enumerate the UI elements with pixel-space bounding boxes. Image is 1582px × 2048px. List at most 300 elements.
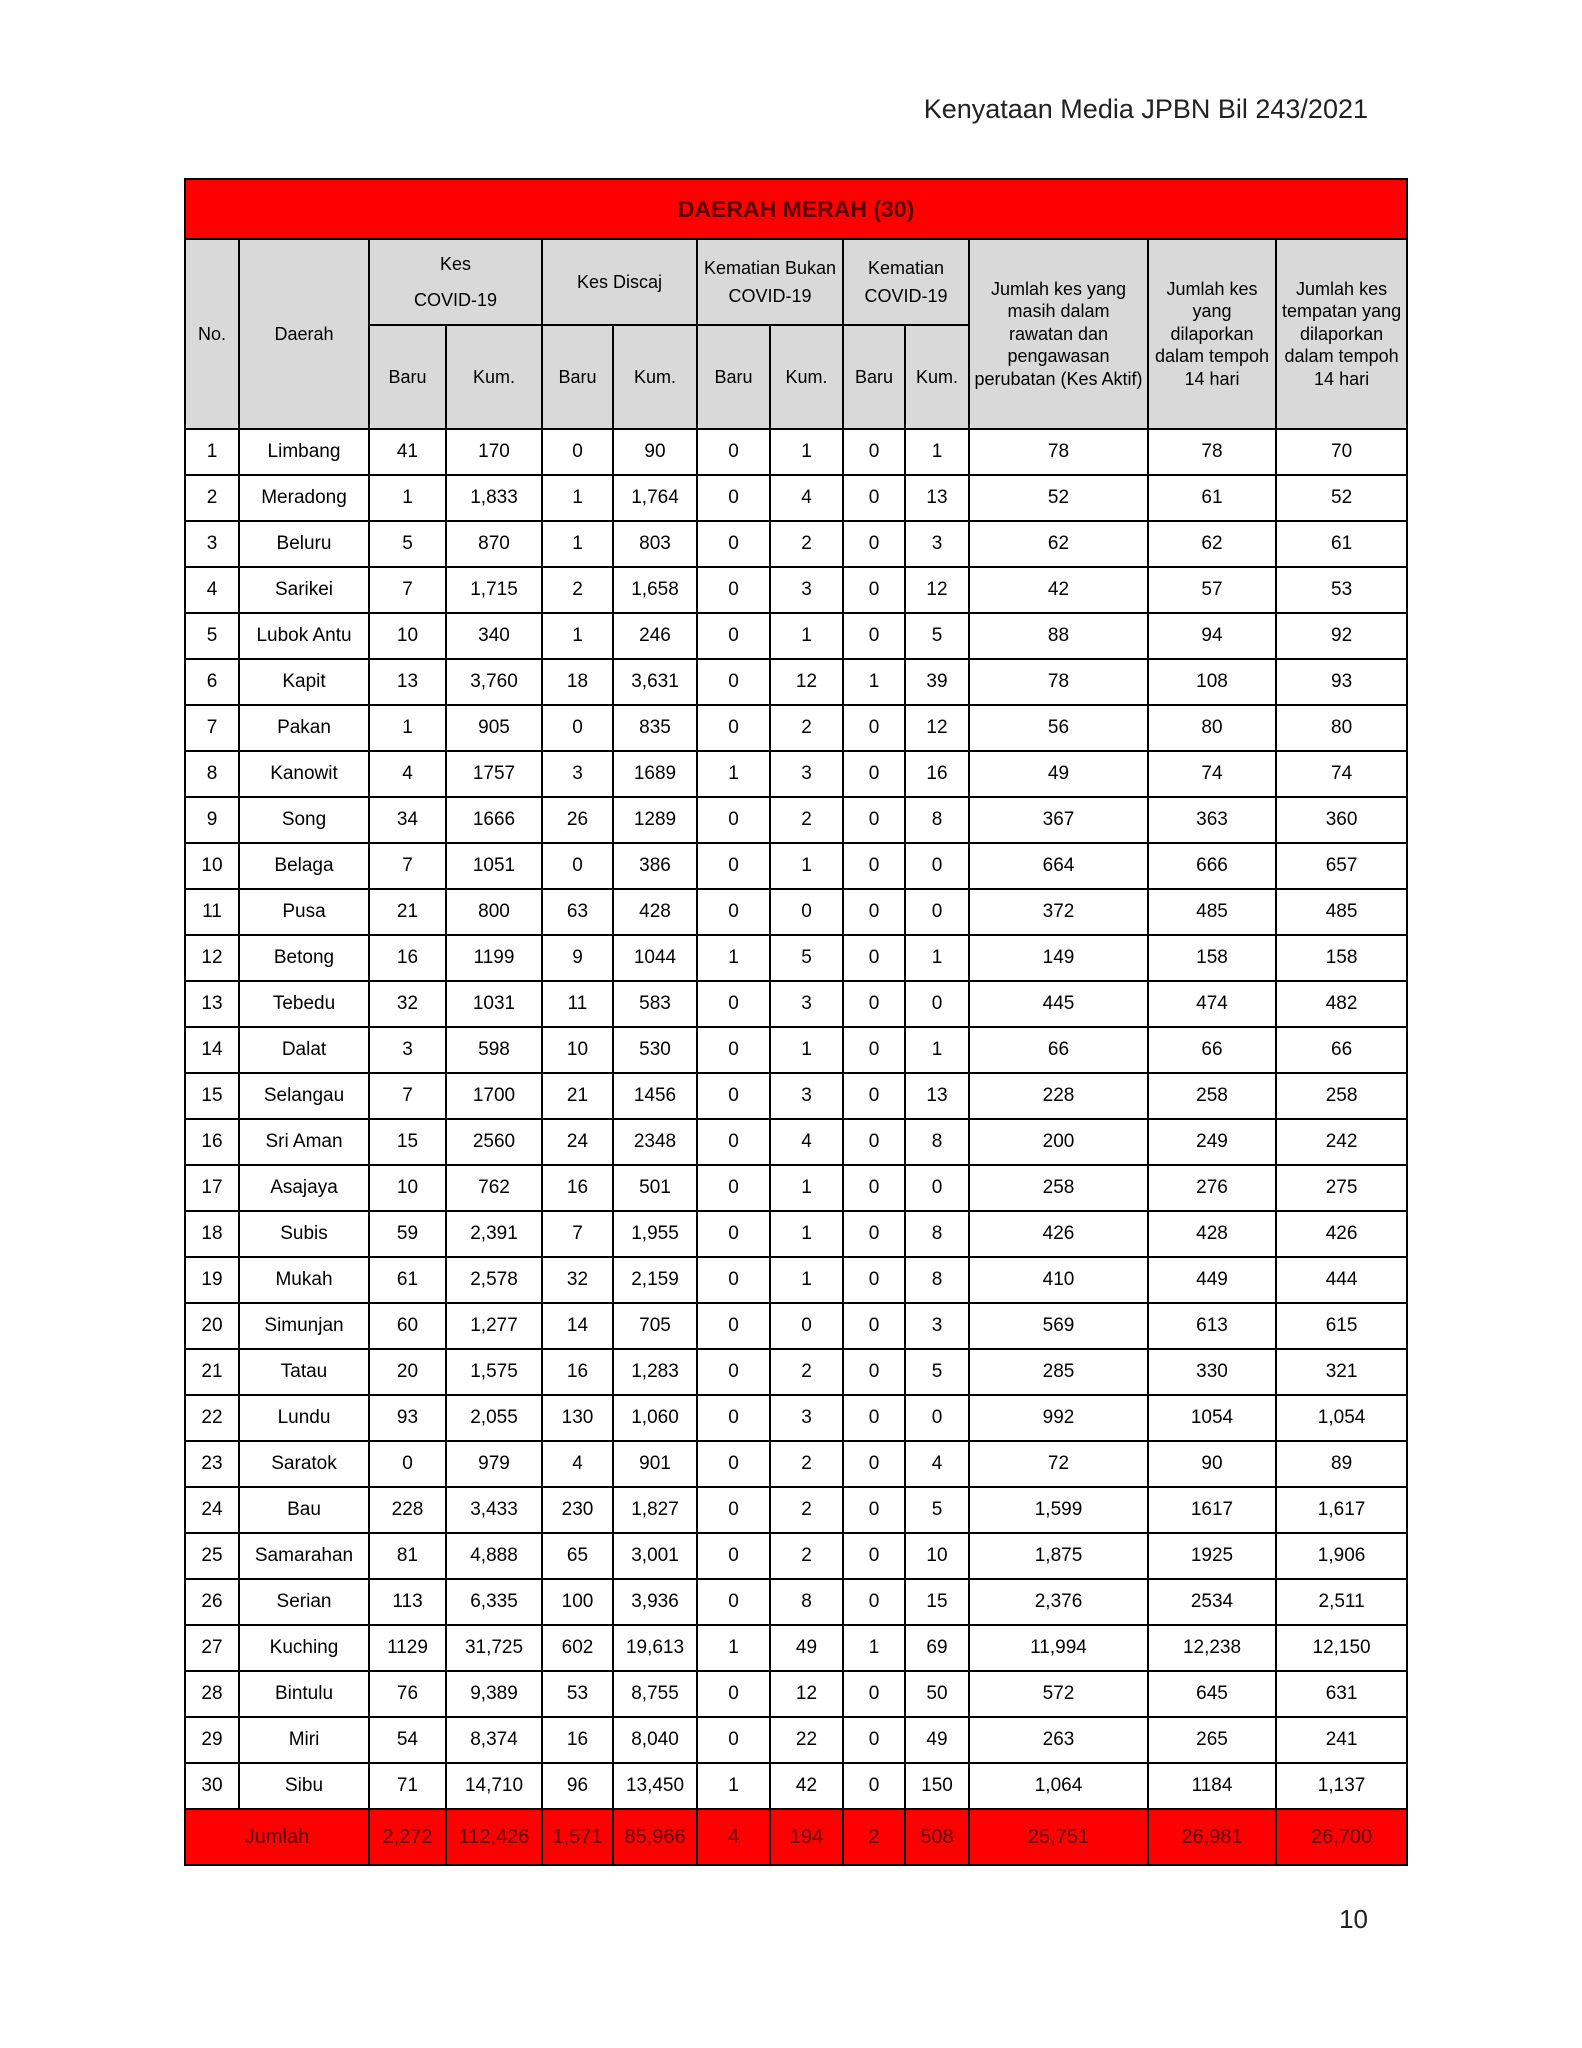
value-cell: 78: [969, 659, 1148, 705]
table-title: DAERAH MERAH (30): [185, 179, 1407, 239]
total-cell: 508: [905, 1809, 969, 1865]
col-header-kes-aktif: Jumlah kes yang masih dalam rawatan dan pengawasan perubatan (Kes Aktif): [969, 239, 1148, 429]
value-cell: 158: [1148, 935, 1276, 981]
kematian-line1: Kematian: [867, 257, 945, 278]
table-row: [185, 1303, 1407, 1349]
value-cell: 386: [613, 843, 697, 889]
value-cell: 870: [446, 521, 542, 567]
value-cell: 59: [369, 1211, 446, 1257]
table-row: [185, 475, 1407, 521]
value-cell: 16: [542, 1717, 613, 1763]
value-cell: 3,433: [446, 1487, 542, 1533]
daerah-cell: Belaga: [239, 843, 369, 889]
value-cell: 1,060: [613, 1395, 697, 1441]
page-number: 10: [1339, 1904, 1368, 1934]
value-cell: 71: [369, 1763, 446, 1809]
value-cell: 1,906: [1276, 1533, 1407, 1579]
value-cell: 0: [697, 429, 770, 475]
value-cell: 0: [697, 1441, 770, 1487]
value-cell: 53: [1276, 567, 1407, 613]
table-row: [185, 1625, 1407, 1671]
value-cell: 246: [613, 613, 697, 659]
red-zone-table: [184, 178, 1408, 1866]
subheader-kum: Kum.: [446, 325, 542, 429]
value-cell: 0: [843, 1257, 905, 1303]
total-cell: 2,272: [369, 1809, 446, 1865]
value-cell: 2348: [613, 1119, 697, 1165]
value-cell: 0: [697, 1349, 770, 1395]
value-cell: 1: [697, 935, 770, 981]
value-cell: 1: [905, 429, 969, 475]
total-cell: 112,426: [446, 1809, 542, 1865]
table-row: [185, 1395, 1407, 1441]
value-cell: 1051: [446, 843, 542, 889]
value-cell: 0: [843, 1303, 905, 1349]
value-cell: 800: [446, 889, 542, 935]
value-cell: 615: [1276, 1303, 1407, 1349]
value-cell: 12: [905, 705, 969, 751]
value-cell: 1: [770, 843, 843, 889]
value-cell: 657: [1276, 843, 1407, 889]
daerah-cell: Kanowit: [239, 751, 369, 797]
value-cell: 49: [905, 1717, 969, 1763]
value-cell: 835: [613, 705, 697, 751]
value-cell: 1,764: [613, 475, 697, 521]
value-cell: 0: [697, 659, 770, 705]
value-cell: 3,936: [613, 1579, 697, 1625]
value-cell: 1: [542, 475, 613, 521]
value-cell: 0: [697, 1717, 770, 1763]
value-cell: 0: [843, 1717, 905, 1763]
value-cell: 330: [1148, 1349, 1276, 1395]
daerah-cell: Betong: [239, 935, 369, 981]
value-cell: 340: [446, 613, 542, 659]
value-cell: 26: [542, 797, 613, 843]
value-cell: 1: [770, 613, 843, 659]
table-row: [185, 751, 1407, 797]
value-cell: 1: [905, 1027, 969, 1073]
value-cell: 0: [843, 705, 905, 751]
value-cell: 0: [843, 1073, 905, 1119]
value-cell: 426: [969, 1211, 1148, 1257]
value-cell: 74: [1276, 751, 1407, 797]
value-cell: 3,760: [446, 659, 542, 705]
value-cell: 76: [369, 1671, 446, 1717]
value-cell: 0: [697, 1119, 770, 1165]
row-number-cell: 24: [185, 1487, 239, 1533]
value-cell: 158: [1276, 935, 1407, 981]
table-body: [185, 429, 1407, 1809]
value-cell: 0: [843, 1349, 905, 1395]
value-cell: 0: [697, 1211, 770, 1257]
value-cell: 13: [369, 659, 446, 705]
value-cell: 0: [697, 567, 770, 613]
row-number-cell: 20: [185, 1303, 239, 1349]
col-header-kes-discaj: Kes Discaj: [542, 239, 697, 325]
value-cell: 2: [542, 567, 613, 613]
value-cell: 230: [542, 1487, 613, 1533]
value-cell: 666: [1148, 843, 1276, 889]
daerah-cell: Kapit: [239, 659, 369, 705]
value-cell: 1: [770, 1211, 843, 1257]
value-cell: 10: [905, 1533, 969, 1579]
row-number-cell: 11: [185, 889, 239, 935]
value-cell: 992: [969, 1395, 1148, 1441]
value-cell: 7: [369, 843, 446, 889]
value-cell: 1,054: [1276, 1395, 1407, 1441]
value-cell: 21: [542, 1073, 613, 1119]
value-cell: 130: [542, 1395, 613, 1441]
value-cell: 94: [1148, 613, 1276, 659]
subheader-kum: Kum.: [613, 325, 697, 429]
value-cell: 4: [542, 1441, 613, 1487]
value-cell: 8: [905, 1257, 969, 1303]
value-cell: 2: [770, 1533, 843, 1579]
total-row: [185, 1809, 1407, 1865]
row-number-cell: 22: [185, 1395, 239, 1441]
value-cell: 0: [843, 1579, 905, 1625]
value-cell: 4: [369, 751, 446, 797]
table-row: [185, 1717, 1407, 1763]
value-cell: 0: [843, 843, 905, 889]
value-cell: 88: [969, 613, 1148, 659]
value-cell: 2: [770, 1487, 843, 1533]
value-cell: 0: [843, 429, 905, 475]
daerah-cell: Pakan: [239, 705, 369, 751]
daerah-cell: Lundu: [239, 1395, 369, 1441]
value-cell: 5: [369, 521, 446, 567]
table-row: [185, 1671, 1407, 1717]
kematian-bukan-line1: Kematian Bukan: [703, 257, 837, 278]
value-cell: 32: [542, 1257, 613, 1303]
daerah-cell: Tebedu: [239, 981, 369, 1027]
value-cell: 0: [542, 705, 613, 751]
value-cell: 0: [843, 1441, 905, 1487]
table-row: [185, 889, 1407, 935]
value-cell: 1: [770, 429, 843, 475]
value-cell: 21: [369, 889, 446, 935]
value-cell: 39: [905, 659, 969, 705]
daerah-cell: Miri: [239, 1717, 369, 1763]
value-cell: 363: [1148, 797, 1276, 843]
value-cell: 74: [1148, 751, 1276, 797]
table-row: [185, 1165, 1407, 1211]
daerah-cell: Mukah: [239, 1257, 369, 1303]
value-cell: 0: [697, 1027, 770, 1073]
row-number-cell: 5: [185, 613, 239, 659]
value-cell: 0: [843, 1119, 905, 1165]
value-cell: 0: [905, 843, 969, 889]
row-number-cell: 2: [185, 475, 239, 521]
value-cell: 3: [770, 1073, 843, 1119]
value-cell: 15: [369, 1119, 446, 1165]
value-cell: 149: [969, 935, 1148, 981]
value-cell: 3: [905, 521, 969, 567]
col-header-kematian-bukan-covid: [697, 239, 843, 325]
value-cell: 89: [1276, 1441, 1407, 1487]
daerah-cell: Kuching: [239, 1625, 369, 1671]
row-number-cell: 8: [185, 751, 239, 797]
daerah-cell: Sibu: [239, 1763, 369, 1809]
daerah-cell: Bintulu: [239, 1671, 369, 1717]
daerah-cell: Beluru: [239, 521, 369, 567]
value-cell: 1289: [613, 797, 697, 843]
table-row: [185, 429, 1407, 475]
value-cell: 54: [369, 1717, 446, 1763]
value-cell: 1,833: [446, 475, 542, 521]
value-cell: 0: [697, 889, 770, 935]
value-cell: 664: [969, 843, 1148, 889]
daerah-cell: Asajaya: [239, 1165, 369, 1211]
value-cell: 482: [1276, 981, 1407, 1027]
red-zone-table-container: [184, 178, 1406, 1866]
row-number-cell: 4: [185, 567, 239, 613]
document-reference: Kenyataan Media JPBN Bil 243/2021: [923, 94, 1368, 124]
value-cell: 1,283: [613, 1349, 697, 1395]
value-cell: 42: [969, 567, 1148, 613]
value-cell: 72: [969, 1441, 1148, 1487]
value-cell: 170: [446, 429, 542, 475]
table-row: [185, 981, 1407, 1027]
value-cell: 2: [770, 705, 843, 751]
value-cell: 228: [369, 1487, 446, 1533]
value-cell: 12,150: [1276, 1625, 1407, 1671]
value-cell: 11: [542, 981, 613, 1027]
table-row: [185, 659, 1407, 705]
value-cell: 2,391: [446, 1211, 542, 1257]
col-header-kes-covid: [369, 239, 542, 325]
row-number-cell: 17: [185, 1165, 239, 1211]
value-cell: 572: [969, 1671, 1148, 1717]
value-cell: 61: [369, 1257, 446, 1303]
value-cell: 8: [770, 1579, 843, 1625]
table-row: [185, 705, 1407, 751]
row-number-cell: 13: [185, 981, 239, 1027]
daerah-cell: Sarikei: [239, 567, 369, 613]
value-cell: 70: [1276, 429, 1407, 475]
value-cell: 1456: [613, 1073, 697, 1119]
value-cell: 1,617: [1276, 1487, 1407, 1533]
value-cell: 762: [446, 1165, 542, 1211]
value-cell: 200: [969, 1119, 1148, 1165]
value-cell: 7: [369, 567, 446, 613]
value-cell: 3: [770, 751, 843, 797]
value-cell: 598: [446, 1027, 542, 1073]
table-row: [185, 1119, 1407, 1165]
row-number-cell: 26: [185, 1579, 239, 1625]
value-cell: 0: [697, 1257, 770, 1303]
value-cell: 410: [969, 1257, 1148, 1303]
row-number-cell: 6: [185, 659, 239, 705]
value-cell: 1,715: [446, 567, 542, 613]
daerah-cell: Sri Aman: [239, 1119, 369, 1165]
value-cell: 90: [613, 429, 697, 475]
table-row: [185, 613, 1407, 659]
value-cell: 3,001: [613, 1533, 697, 1579]
value-cell: 8,040: [613, 1717, 697, 1763]
value-cell: 0: [843, 1211, 905, 1257]
value-cell: 428: [1148, 1211, 1276, 1257]
value-cell: 3: [369, 1027, 446, 1073]
value-cell: 2534: [1148, 1579, 1276, 1625]
value-cell: 241: [1276, 1717, 1407, 1763]
col-header-daerah: Daerah: [239, 239, 369, 429]
value-cell: 12: [905, 567, 969, 613]
value-cell: 0: [697, 705, 770, 751]
value-cell: 13: [905, 1073, 969, 1119]
value-cell: 16: [542, 1349, 613, 1395]
value-cell: 445: [969, 981, 1148, 1027]
value-cell: 276: [1148, 1165, 1276, 1211]
value-cell: 0: [843, 1487, 905, 1533]
value-cell: 1617: [1148, 1487, 1276, 1533]
value-cell: 34: [369, 797, 446, 843]
daerah-cell: Dalat: [239, 1027, 369, 1073]
value-cell: 0: [697, 1487, 770, 1533]
value-cell: 1: [843, 1625, 905, 1671]
value-cell: 14,710: [446, 1763, 542, 1809]
value-cell: 367: [969, 797, 1148, 843]
value-cell: 1: [843, 659, 905, 705]
value-cell: 979: [446, 1441, 542, 1487]
daerah-cell: Simunjan: [239, 1303, 369, 1349]
value-cell: 1: [770, 1165, 843, 1211]
value-cell: 6,335: [446, 1579, 542, 1625]
value-cell: 0: [697, 981, 770, 1027]
value-cell: 0: [843, 521, 905, 567]
value-cell: 3: [770, 1395, 843, 1441]
value-cell: 0: [843, 797, 905, 843]
daerah-cell: Selangau: [239, 1073, 369, 1119]
value-cell: 1689: [613, 751, 697, 797]
value-cell: 583: [613, 981, 697, 1027]
value-cell: 0: [697, 613, 770, 659]
value-cell: 5: [770, 935, 843, 981]
value-cell: 242: [1276, 1119, 1407, 1165]
value-cell: 265: [1148, 1717, 1276, 1763]
row-number-cell: 10: [185, 843, 239, 889]
value-cell: 2,511: [1276, 1579, 1407, 1625]
value-cell: 1: [697, 751, 770, 797]
value-cell: 20: [369, 1349, 446, 1395]
value-cell: 78: [969, 429, 1148, 475]
value-cell: 56: [969, 705, 1148, 751]
value-cell: 5: [905, 1487, 969, 1533]
value-cell: 19,613: [613, 1625, 697, 1671]
value-cell: 108: [1148, 659, 1276, 705]
value-cell: 2: [770, 797, 843, 843]
table-row: [185, 1579, 1407, 1625]
value-cell: 0: [843, 1395, 905, 1441]
table-row: [185, 521, 1407, 567]
value-cell: 8,374: [446, 1717, 542, 1763]
value-cell: 0: [843, 1027, 905, 1073]
value-cell: 66: [1148, 1027, 1276, 1073]
row-number-cell: 9: [185, 797, 239, 843]
value-cell: 18: [542, 659, 613, 705]
table-row: [185, 1441, 1407, 1487]
value-cell: 258: [969, 1165, 1148, 1211]
value-cell: 602: [542, 1625, 613, 1671]
table-row: [185, 1533, 1407, 1579]
value-cell: 645: [1148, 1671, 1276, 1717]
value-cell: 1: [770, 1027, 843, 1073]
daerah-cell: Pusa: [239, 889, 369, 935]
value-cell: 275: [1276, 1165, 1407, 1211]
value-cell: 22: [770, 1717, 843, 1763]
value-cell: 0: [843, 1533, 905, 1579]
value-cell: 3: [542, 751, 613, 797]
col-header-dilaporkan-14-hari: Jumlah kes yang dilaporkan dalam tempoh 14 hari: [1148, 239, 1276, 429]
value-cell: 81: [369, 1533, 446, 1579]
value-cell: 2: [770, 1349, 843, 1395]
value-cell: 485: [1148, 889, 1276, 935]
value-cell: 41: [369, 429, 446, 475]
value-cell: 0: [770, 889, 843, 935]
value-cell: 631: [1276, 1671, 1407, 1717]
value-cell: 13,450: [613, 1763, 697, 1809]
value-cell: 4: [770, 475, 843, 521]
value-cell: 2,055: [446, 1395, 542, 1441]
value-cell: 4,888: [446, 1533, 542, 1579]
daerah-cell: Serian: [239, 1579, 369, 1625]
value-cell: 1700: [446, 1073, 542, 1119]
value-cell: 901: [613, 1441, 697, 1487]
value-cell: 1: [697, 1625, 770, 1671]
value-cell: 1: [770, 1257, 843, 1303]
value-cell: 1: [369, 705, 446, 751]
value-cell: 12: [770, 659, 843, 705]
value-cell: 1184: [1148, 1763, 1276, 1809]
table-row: [185, 1349, 1407, 1395]
daerah-cell: Bau: [239, 1487, 369, 1533]
value-cell: 249: [1148, 1119, 1276, 1165]
value-cell: 2: [770, 521, 843, 567]
value-cell: 2560: [446, 1119, 542, 1165]
value-cell: 0: [697, 1395, 770, 1441]
value-cell: 285: [969, 1349, 1148, 1395]
value-cell: 228: [969, 1073, 1148, 1119]
value-cell: 1: [369, 475, 446, 521]
value-cell: 52: [969, 475, 1148, 521]
row-number-cell: 23: [185, 1441, 239, 1487]
row-number-cell: 14: [185, 1027, 239, 1073]
value-cell: 1,875: [969, 1533, 1148, 1579]
value-cell: 1666: [446, 797, 542, 843]
value-cell: 1757: [446, 751, 542, 797]
subheader-kum: Kum.: [905, 325, 969, 429]
value-cell: 0: [542, 843, 613, 889]
value-cell: 803: [613, 521, 697, 567]
table-row: [185, 843, 1407, 889]
value-cell: 5: [905, 1349, 969, 1395]
value-cell: 69: [905, 1625, 969, 1671]
value-cell: 8: [905, 1211, 969, 1257]
value-cell: 78: [1148, 429, 1276, 475]
value-cell: 0: [542, 429, 613, 475]
value-cell: 426: [1276, 1211, 1407, 1257]
value-cell: 80: [1276, 705, 1407, 751]
value-cell: 14: [542, 1303, 613, 1349]
row-number-cell: 19: [185, 1257, 239, 1303]
value-cell: 5: [905, 613, 969, 659]
value-cell: 66: [1276, 1027, 1407, 1073]
total-cell: 2: [843, 1809, 905, 1865]
value-cell: 1044: [613, 935, 697, 981]
table-row: [185, 567, 1407, 613]
daerah-cell: Lubok Antu: [239, 613, 369, 659]
value-cell: 372: [969, 889, 1148, 935]
